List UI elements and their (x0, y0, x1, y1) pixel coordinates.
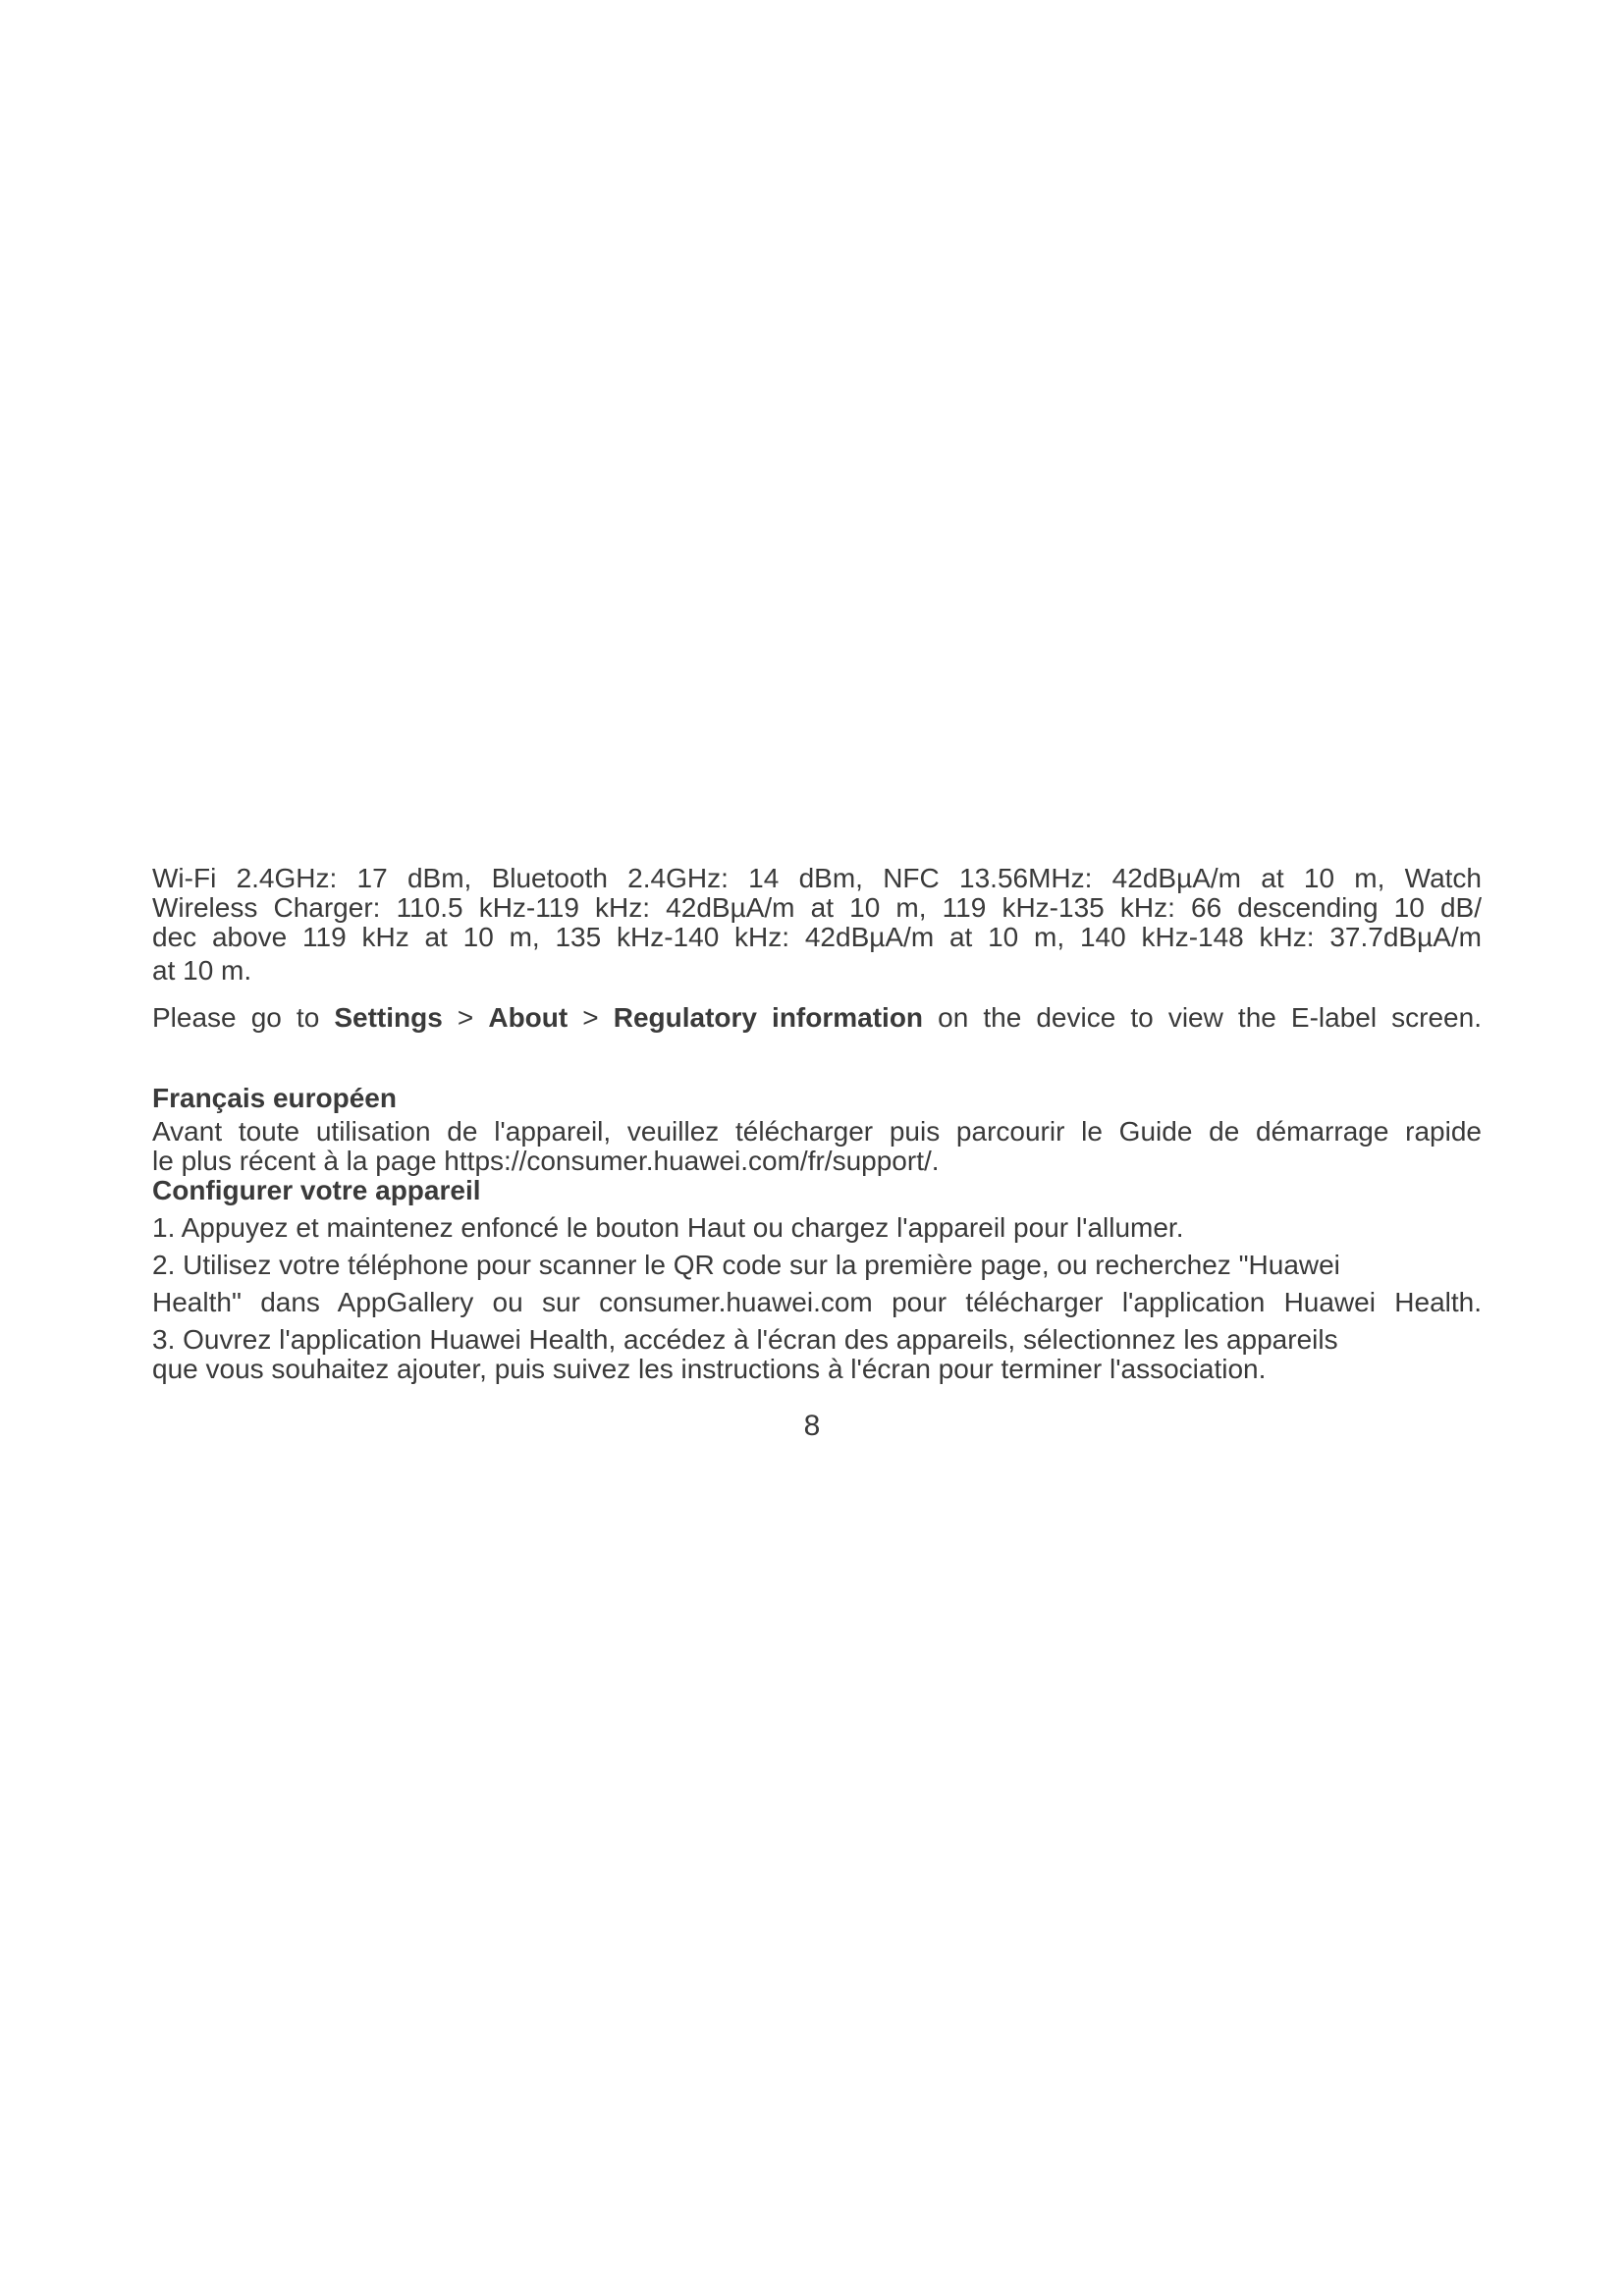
radio-specs-line-1: Wi-Fi 2.4GHz: 17 dBm, Bluetooth 2.4GHz: 14 dBm, NFC 13.56MHz: 42dBµA/m at 10 m, Watch (152, 863, 1482, 893)
page-number: 8 (803, 1410, 821, 1442)
setup-step-1: 1. Appuyez et maintenez enfoncé le bouton Haut ou chargez l'appareil pour l'allumer. (152, 1212, 1184, 1243)
radio-specs-line-2: Wireless Charger: 110.5 kHz-119 kHz: 42dBµA/m at 10 m, 119 kHz-135 kHz: 66 descending 10 dB/ (152, 892, 1482, 923)
regulatory-path-label: Regulatory information (613, 1002, 924, 1033)
about-path-label: About (488, 1002, 568, 1033)
setup-step-2-line-2: Health" dans AppGallery ou sur consumer.huawei.com pour télécharger l'application Huawei Health. (152, 1287, 1482, 1317)
radio-specs-line-4: at 10 m. (152, 955, 252, 986)
elabel-suffix: on the device to view the E-label screen. (923, 1002, 1482, 1033)
settings-path-label: Settings (334, 1002, 443, 1033)
french-intro-line-2: le plus récent à la page https://consumer.huawei.com/fr/support/. (152, 1146, 940, 1176)
french-heading: Français européen (152, 1083, 397, 1113)
french-intro-line-1: Avant toute utilisation de l'appareil, veuillez télécharger puis parcourir le Guide de démarrage rapide (152, 1116, 1482, 1147)
french-section (152, 1084, 1482, 1384)
setup-step-2-line-1: 2. Utilisez votre téléphone pour scanner le QR code sur la première page, ou recherchez "Huawei (152, 1250, 1340, 1280)
setup-heading: Configurer votre appareil (152, 1175, 481, 1205)
elabel-line (152, 1003, 1482, 1033)
path-separator-1: > (442, 1002, 489, 1033)
elabel-prefix: Please go to (152, 1002, 335, 1033)
elabel-instruction (152, 1003, 1482, 1033)
path-separator-2: > (568, 1002, 614, 1033)
radio-specs-line-3: dec above 119 kHz at 10 m, 135 kHz-140 kHz: 42dBµA/m at 10 m, 140 kHz-148 kHz: 37.7dBµA/m (152, 922, 1482, 952)
setup-step-3-line-1: 3. Ouvrez l'application Huawei Health, accédez à l'écran des appareils, sélectionnez les appareils (152, 1324, 1338, 1355)
radio-specs-paragraph (152, 864, 1482, 986)
setup-step-3-line-2: que vous souhaitez ajouter, puis suivez les instructions à l'écran pour terminer l'association. (152, 1354, 1267, 1384)
